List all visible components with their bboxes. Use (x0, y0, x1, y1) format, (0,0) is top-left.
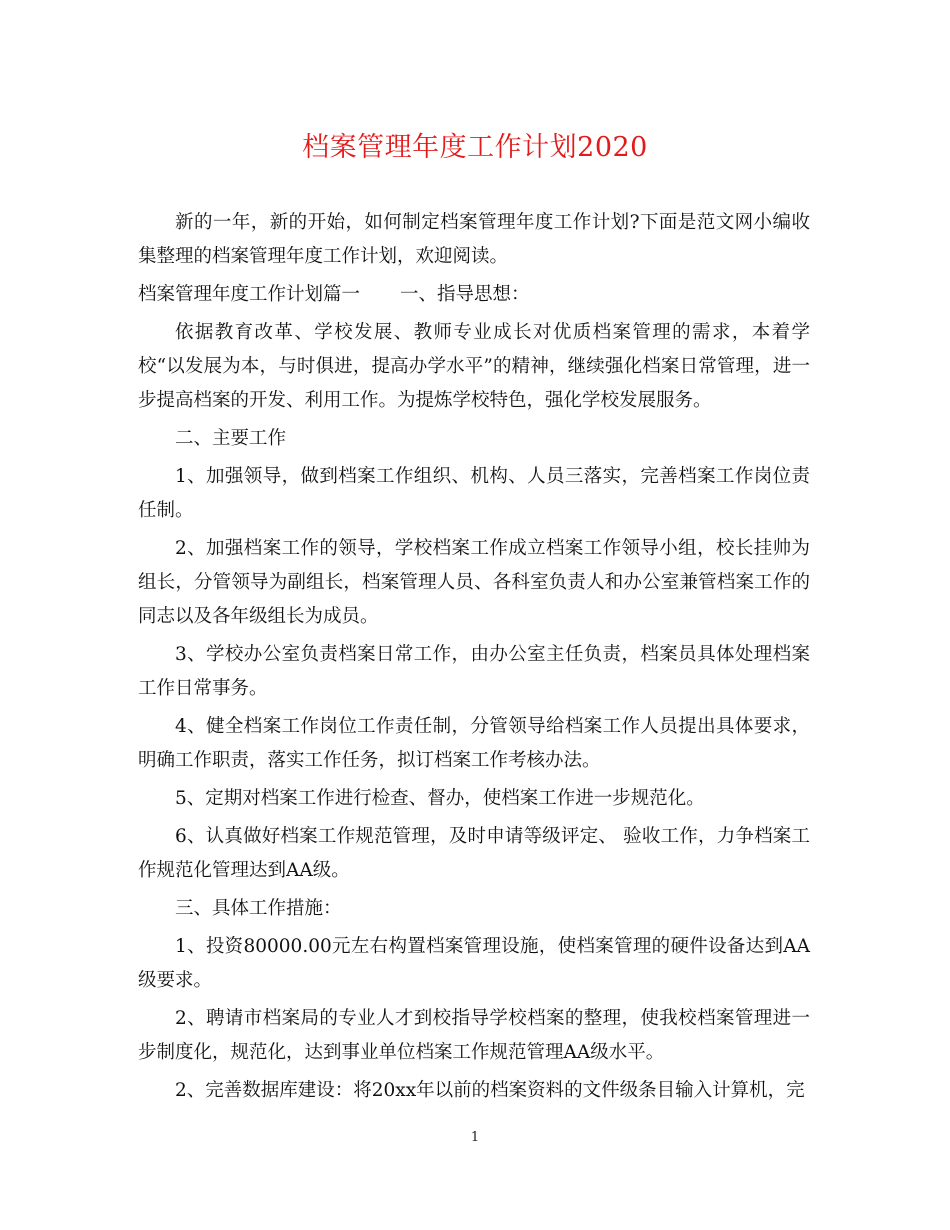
paragraph-item-5: 5、定期对档案工作进行检查、督办，使档案工作进一步规范化。 (175, 788, 705, 809)
paragraph-item-4: 4、健全档案工作岗位工作责任制，分管领导给档案工作人员提出具体要求，明确工作职责，落实工作任务，拟订档案工作考核办法。 (138, 716, 810, 771)
document-title: 档案管理年度工作计划2020 (302, 132, 648, 163)
paragraph-measure-3: 2、完善数据库建设：将20xx年以前的档案资料的文件级条目输入计算机，完 (175, 1080, 805, 1101)
section-heading-title: 档案管理年度工作计划篇一 (138, 284, 361, 305)
section-heading (138, 278, 810, 312)
page-number: 1 (470, 1130, 480, 1145)
section-heading-subtitle: 一、指导思想： (400, 284, 530, 305)
heading-main-work: 二、主要工作 (175, 428, 287, 449)
paragraph-item-6: 6、认真做好档案工作规范管理，及时申请等级评定、 验收工作，力争档案工作规范化管理达到AA级。 (138, 826, 810, 881)
document-body (138, 206, 810, 1112)
paragraph-item-2: 2、加强档案工作的领导，学校档案工作成立档案工作领导小组，校长挂帅为组长，分管领导为副组长，档案管理人员、各科室负责人和办公室兼管档案工作的同志以及各年级组长为成员。 (138, 538, 810, 627)
intro-paragraph: 新的一年，新的开始，如何制定档案管理年度工作计划?下面是范文网小编收集整理的档案管理年度工作计划，欢迎阅读。 (138, 212, 810, 267)
paragraph-measure-1: 1、投资80000.00元左右构置档案管理设施，使档案管理的硬件设备达到AA级要求。 (138, 936, 810, 991)
paragraph-item-1: 1、加强领导，做到档案工作组织、机构、人员三落实，完善档案工作岗位责任制。 (138, 466, 810, 521)
paragraph-guiding-thought: 依据教育改革、学校发展、教师专业成长对优质档案管理的需求，本着学校“以发展为本，与时俱进，提高办学水平”的精神，继续强化档案日常管理，进一步提高档案的开发、利用工作。为提炼学校特色，强化学校发展服务。 (138, 322, 810, 411)
paragraph-measure-2: 2、聘请市档案局的专业人才到校指导学校档案的整理，使我校档案管理进一步制度化，规范化，达到事业单位档案工作规范管理AA级水平。 (138, 1008, 810, 1063)
paragraph-item-3: 3、学校办公室负责档案日常工作，由办公室主任负责，档案员具体处理档案工作日常事务。 (138, 644, 810, 699)
heading-measures: 三、具体工作措施： (175, 898, 342, 919)
